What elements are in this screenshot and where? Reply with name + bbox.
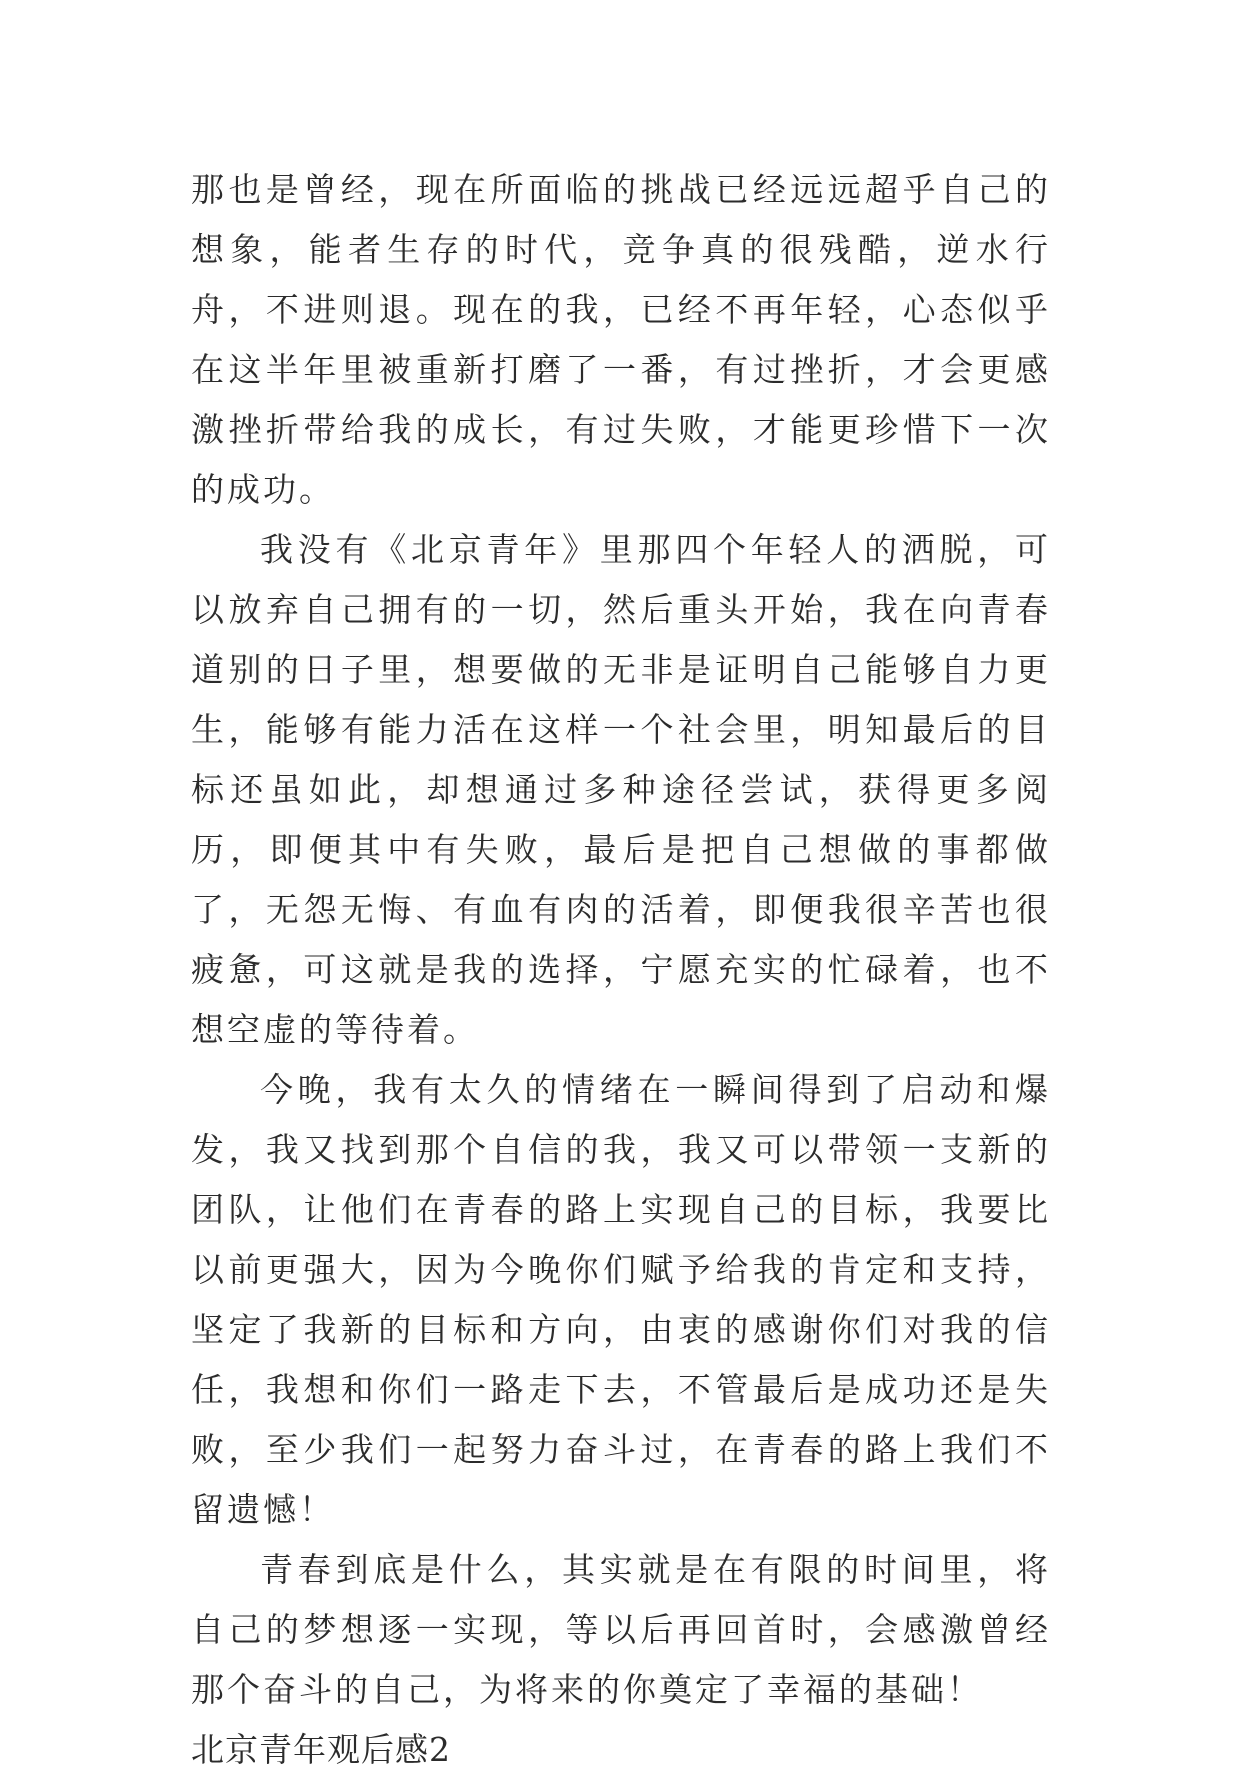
section-heading: 北京青年观后感2 xyxy=(191,1730,451,1769)
paragraph-3: 今晚，我有太久的情绪在一瞬间得到了启动和爆发，我又找到那个自信的我，我又可以带领一支新的团队，让他们在青春的路上实现自己的目标，我要比以前更强大，因为今晚你们赋予给我的肯定和支持，坚定了我新的目标和方向，由衷的感谢你们对我的信任，我想和你们一路走下去，不管最后是成功还是失败，至少我们一起努力奋斗过，在青春的路上我们不留遗憾！ xyxy=(191,1070,1051,1529)
paragraph-2: 我没有《北京青年》里那四个年轻人的洒脱，可以放弃自己拥有的一切，然后重头开始，我在向青春道别的日子里，想要做的无非是证明自己能够自力更生，能够有能力活在这样一个社会里，明知最后的目标还虽如此，却想通过多种途径尝试，获得更多阅历，即便其中有失败，最后是把自己想做的事都做了，无怨无悔、有血有肉的活着，即便我很辛苦也很疲惫，可这就是我的选择，宁愿充实的忙碌着，也不想空虚的等待着。 xyxy=(191,530,1051,1049)
paragraph-1: 那也是曾经，现在所面临的挑战已经远远超乎自己的想象，能者生存的时代，竞争真的很残酷，逆水行舟，不进则退。现在的我，已经不再年轻，心态似乎在这半年里被重新打磨了一番，有过挫折，才会更感激挫折带给我的成长，有过失败，才能更珍惜下一次的成功。 xyxy=(191,170,1051,509)
paragraph-4: 青春到底是什么，其实就是在有限的时间里，将自己的梦想逐一实现，等以后再回首时，会感激曾经那个奋斗的自己，为将来的你奠定了幸福的基础！ xyxy=(191,1550,1051,1709)
document-body xyxy=(191,160,1051,1780)
